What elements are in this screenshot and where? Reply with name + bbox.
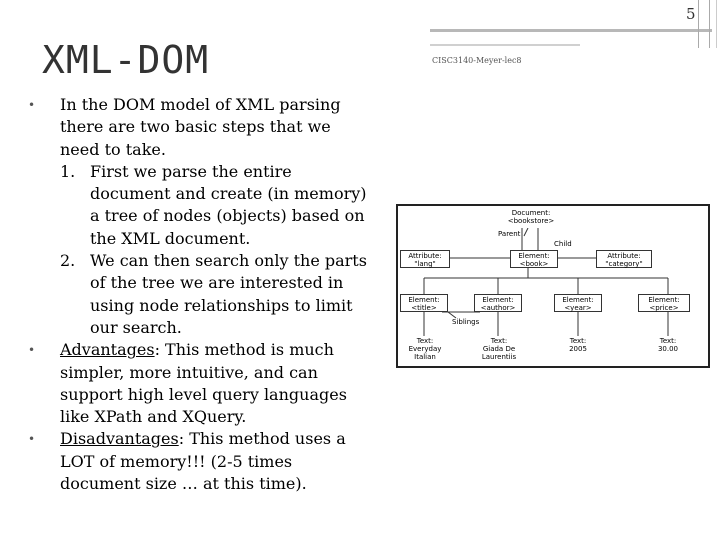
bullet-disadvantages	[28, 428, 368, 495]
bullet-advantages	[28, 339, 368, 428]
text-title-node: Text: Everyday Italian	[398, 336, 452, 356]
step-text: We can then search only the parts of the tree we are interested in using node relationships to limit our search.	[90, 251, 367, 337]
child-label: Child	[554, 240, 572, 248]
step-item	[60, 161, 368, 250]
step-text: First we parse the entire document and create (in memory) a tree of nodes (objects) based on the XML document.	[90, 161, 367, 248]
advantages-term: Advantages	[60, 340, 155, 360]
element-price-node: Element: <price>	[638, 294, 690, 312]
parent-label: Parent	[498, 230, 521, 238]
slide-number: 5	[686, 5, 696, 23]
bullet-icon: •	[28, 343, 36, 358]
siblings-label: Siblings	[452, 318, 480, 326]
element-year-node: Element: <year>	[554, 294, 602, 312]
course-label: CISC3140-Meyer-lec8	[432, 56, 522, 65]
attribute-category-node: Attribute: "category"	[596, 250, 652, 268]
step-list	[60, 161, 368, 339]
header-rule-secondary	[430, 44, 580, 46]
bullet-text: In the DOM model of XML parsing there are two basic steps that we need to take.	[60, 95, 341, 159]
attribute-lang-node: Attribute: "lang"	[400, 250, 450, 268]
step-number: 1.	[60, 161, 76, 181]
bullet-list	[28, 94, 368, 495]
decorative-line	[698, 0, 699, 48]
decorative-line	[709, 0, 710, 48]
bullet-icon: •	[28, 432, 36, 447]
disadvantages-term: Disadvantages	[60, 429, 179, 449]
root-document-node: Document: <bookstore>	[498, 208, 564, 228]
element-book-node: Element: <book>	[510, 250, 558, 268]
header-rule	[430, 29, 712, 32]
text-year-node: Text: 2005	[558, 336, 598, 356]
bullet-dom-model	[28, 94, 368, 339]
dom-tree-diagram	[396, 204, 710, 368]
disadvantages-text: : This method uses a LOT of memory!!! (2-5 times document size … at this time).	[60, 429, 346, 494]
text-author-node: Text: Giada De Laurentiis	[474, 336, 524, 362]
slide-body	[28, 94, 368, 495]
bullet-icon: •	[28, 98, 36, 112]
step-item	[60, 250, 368, 339]
step-number: 2.	[60, 251, 76, 271]
element-author-node: Element: <author>	[474, 294, 522, 312]
slide-title: XML-DOM	[42, 38, 210, 82]
element-title-node: Element: <title>	[400, 294, 448, 312]
text-price-node: Text: 30.00	[648, 336, 688, 356]
decorative-line	[716, 0, 717, 48]
advantages-text: : This method is much simpler, more intuitive, and can support high level query languages like XPath and XQuery.	[60, 340, 347, 427]
